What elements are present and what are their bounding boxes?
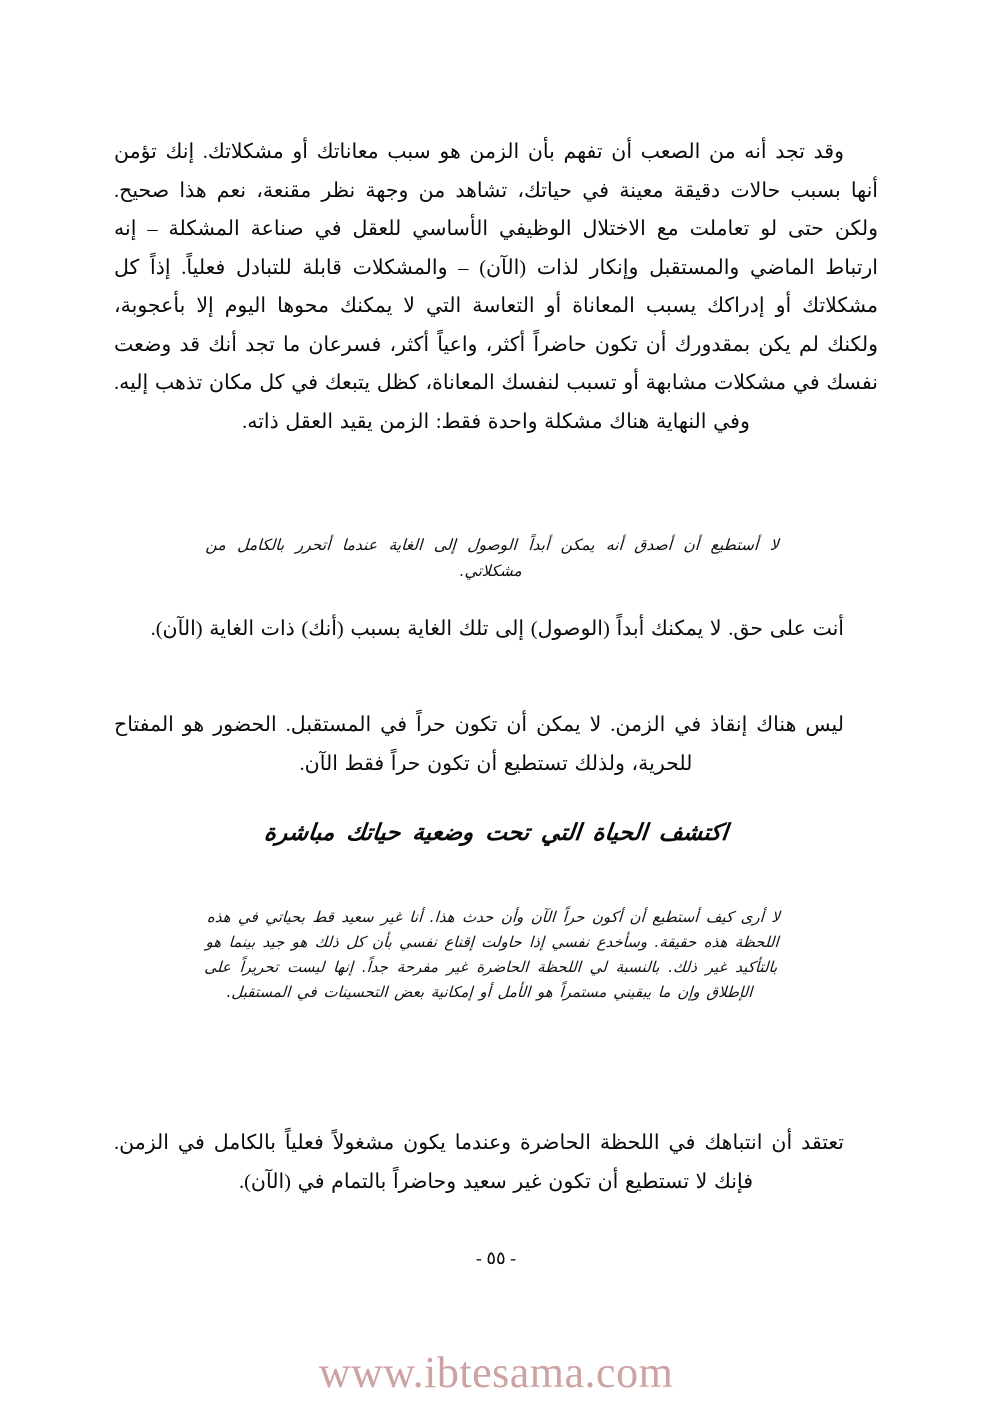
body-paragraph-4-block xyxy=(114,1124,878,1201)
section-heading: اكتشف الحياة التي تحت وضعية حياتك مباشرة xyxy=(262,820,730,846)
body-paragraph-2: أنت على حق. لا يمكنك أبداً (الوصول) إلى تلك الغاية بسبب (أنك) ذات الغاية (الآن). xyxy=(150,618,844,640)
body-paragraph-1-block xyxy=(114,133,878,441)
body-paragraph-3: ليس هناك إنقاذ في الزمن. لا يمكن أن تكون حراً في المستقبل. الحضور هو المفتاح للحرية، ولذلك تستطيع أن تكون حراً فقط الآن. xyxy=(114,714,844,775)
body-paragraph-3-block xyxy=(114,706,878,783)
site-watermark: www.ibtesama.com xyxy=(318,1348,674,1397)
handwritten-quote-1: لا أستطيع أن أصدق أنه يمكن أبداً الوصول إلى الغاية عندما أتحرر بالكامل من مشكلاتي. xyxy=(205,536,780,580)
handwritten-quote-2: لا أرى كيف أستطيع أن أكون حراً الآن وأن حدث هذا. أنا غير سعيد قط بحياتي في هذه اللحظة هذه حقيقة. وسأخدع نفسي إذا حاولت إقناع نفسي بأن كل ذلك هو جيد بينما هو بالتأكيد غير ذلك. بالنسبة لي اللحظة الحاضرة غير مفرحة جداً. إنها ليست تحريراً على الإطلاق وإن ما يبقيني مستمراً هو الأمل أو إمكانية بعض التحسينات في المستقبل. xyxy=(203,908,781,1001)
body-paragraph-2-block xyxy=(114,610,878,649)
body-paragraph-4: تعتقد أن انتباهك في اللحظة الحاضرة وعندما يكون مشغولاً فعلياً بالكامل في الزمن. فإنك لا تستطيع أن تكون غير سعيد وحاضراً بالتمام في (الآن). xyxy=(114,1132,844,1193)
page-number: - ٥٥ - xyxy=(475,1248,517,1268)
body-paragraph-1: وقد تجد أنه من الصعب أن تفهم بأن الزمن هو سبب معاناتك أو مشكلاتك. إنك تؤمن أنها بسبب حالات دقيقة معينة في حياتك، تشاهد من وجهة نظر مقنعة، نعم هذا صحيح. ولكن حتى لو تعاملت مع الاختلال الوظيفي الأساسي للعقل في صناعة المشكلة – إنه ارتباط الماضي والمستقبل وإنكار لذات (الآن) – والمشكلات قابلة للتبادل فعلياً. إذاً كل مشكلاتك أو إدراكك يسبب المعاناة أو التعاسة التي لا يمكنك محوها اليوم إلا بأعجوبة، ولكنك لم يكن بمقدورك أن تكون حاضراً أكثر، واعياً أكثر، فسرعان ما تجد أنك قد وضعت نفسك في مشكلات مشابهة أو تسبب لنفسك المعاناة، كظل يتبعك في كل مكان تذهب إليه. وفي النهاية هناك مشكلة واحدة فقط: الزمن يقيد العقل ذاته. xyxy=(114,141,878,433)
